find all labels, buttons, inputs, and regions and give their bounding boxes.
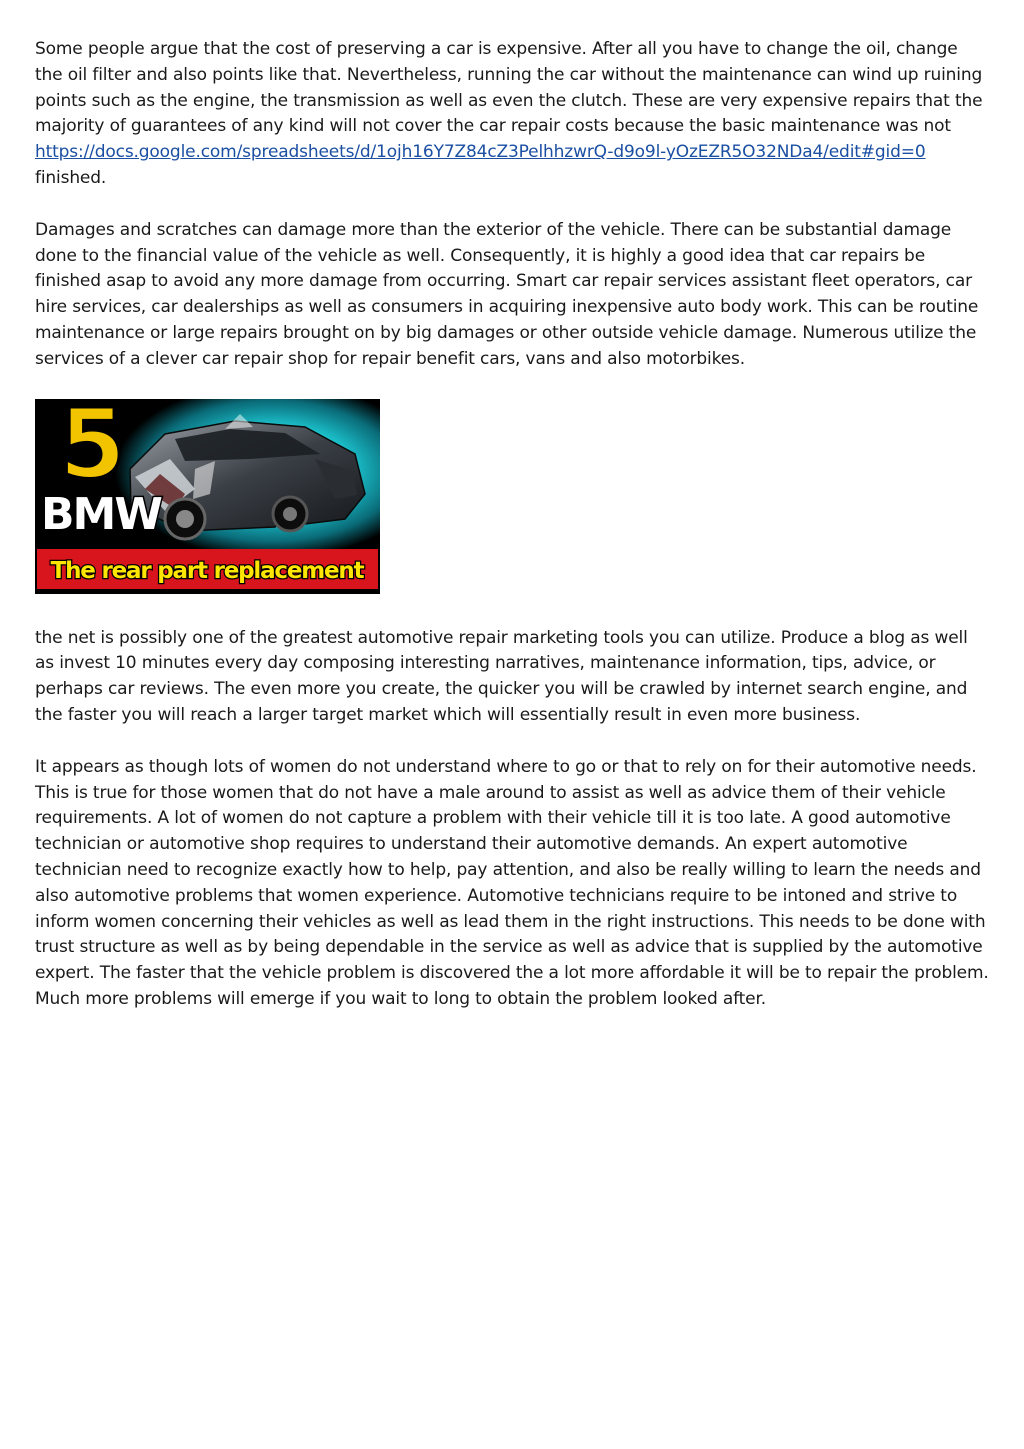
paragraph-1-end: finished. [35, 167, 107, 188]
paragraph-3: the net is possibly one of the greatest automotive repair marketing tools you can utilize. Produce a blog as well as invest 10 minutes every day composing interesting narratives, maintenance information, tips, advice, or perhaps car reviews. The even more you create, the quicker you will be crawled by internet search engine, and the faster you will reach a larger target market which will essentially result in even more business. [35, 627, 968, 725]
thumbnail-art [35, 399, 380, 594]
episode-number: 5 [59, 398, 126, 500]
paragraph-4: It appears as though lots of women do not understand where to go or that to rely on for their automotive needs. This is true for those women that do not have a male around to assist as well as advice them of their vehicle requirements. A lot of women do not capture a problem with their vehicle till it is too late. A good automotive technician or automotive shop requires to understand their automotive demands. An expert automotive technician need to recognize exactly how to help, pay attention, and also be really willing to learn the needs and also automotive problems that women experience. Automotive technicians require to be intoned and strive to inform women concerning their vehicles as well as lead them in the right instructions. This needs to be done with trust structure as well as by being dependable in the service as well as advice that is supplied by the automotive expert. The faster that the vehicle problem is discovered the a lot more affordable it will be to repair the problem. Much more problems will emerge if you wait to long to obtain the problem looked after. [35, 756, 989, 1009]
brand-label: BMW [41, 488, 161, 540]
caption-label: The rear part replacement [50, 557, 364, 584]
paragraph-2: Damages and scratches can damage more than the exterior of the vehicle. There can be substantial damage done to the financial value of the vehicle as well. Consequently, it is highly a good idea that car repairs be finished asap to avoid any more damage from occurring. Smart car repair services assistant fleet operators, car hire services, car dealerships as well as consumers in acquiring inexpensive auto body work. This can be routine maintenance or large repairs brought on by big damages or other outside vehicle damage. Numerous utilize the services of a clever car repair shop for repair benefit cars, vans and also motorbikes. [35, 219, 979, 369]
paragraph-1-start: Some people argue that the cost of preserving a car is expensive. After all you have to change the oil, change the oil filter and also points like that. Nevertheless, running the car without the maintenance can wind up ruining points such as the engine, the transmission as well as even the clutch. These are very expensive repairs that the majority of guarantees of any kind will not cover the car repair costs because the basic maintenance was not [35, 39, 983, 137]
paragraph-1 [35, 37, 990, 192]
bmw-repair-thumbnail [35, 399, 380, 594]
article-body [35, 37, 990, 1013]
spreadsheet-link[interactable]: https://docs.google.com/spreadsheets/d/1ojh16Y7Z84cZ3PelhhzwrQ-d9o9l-yOzEZR5O32NDa4/edit#gid=0 [35, 142, 926, 163]
